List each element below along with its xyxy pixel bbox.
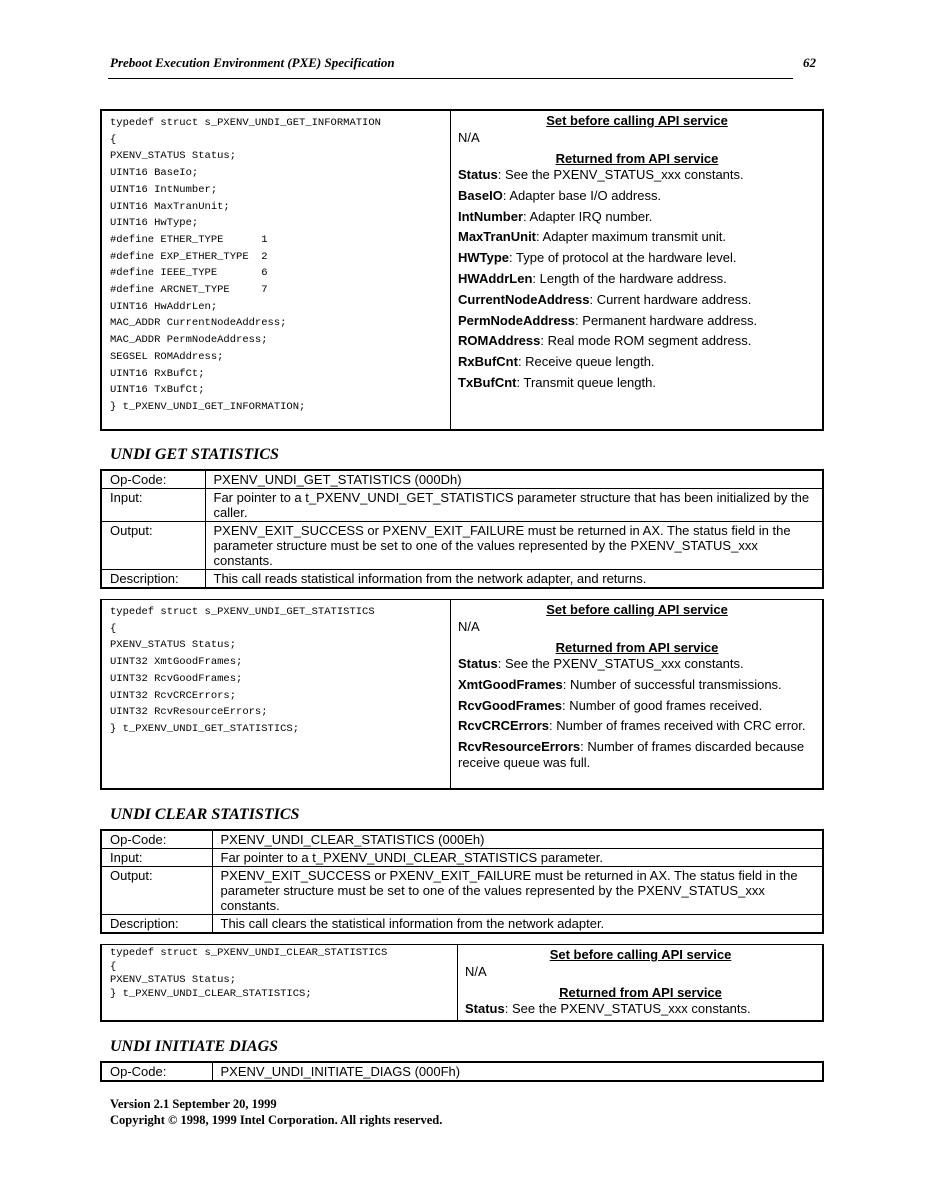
row-value: Far pointer to a t_PXENV_UNDI_CLEAR_STATISTICS parameter. xyxy=(212,849,823,867)
row-value: PXENV_EXIT_SUCCESS or PXENV_EXIT_FAILURE must be returned in AX. The status field in the parameter structure must be set to one of the values represented by the PXENV_STATUS_xxx constants. xyxy=(212,867,823,915)
field-description xyxy=(458,229,816,245)
code-line: PXENV_STATUS Status; xyxy=(110,974,237,986)
code-block xyxy=(102,111,451,429)
field-text: : Transmit queue length. xyxy=(516,374,656,390)
code-line: UINT32 XmtGoodFrames; xyxy=(110,656,243,669)
code-line: #define ETHER_TYPE 1 xyxy=(110,233,268,246)
field-name: CurrentNodeAddress xyxy=(458,291,590,307)
table-row xyxy=(101,1062,823,1081)
field-text: : Number of frames discarded because receive queue was full. xyxy=(458,739,805,771)
document-title: Preboot Execution Environment (PXE) Specification xyxy=(110,55,395,70)
field-name: HWAddrLen xyxy=(458,270,533,286)
field-name: HWType xyxy=(458,250,510,266)
get-statistics-info-table xyxy=(100,469,824,589)
field-description xyxy=(458,167,816,183)
field-name: RcvGoodFrames xyxy=(458,697,563,713)
code-line: { xyxy=(110,133,117,146)
code-line: MAC_ADDR CurrentNodeAddress; xyxy=(110,317,287,330)
field-name: TxBufCnt xyxy=(458,374,517,390)
code-line: PXENV_STATUS Status; xyxy=(110,639,237,652)
field-description xyxy=(458,698,816,714)
field-text: : See the PXENV_STATUS_xxx constants. xyxy=(497,167,744,182)
code-line: MAC_ADDR PermNodeAddress; xyxy=(110,334,268,347)
code-line: #define EXP_ETHER_TYPE 2 xyxy=(110,250,268,263)
set-before-heading: Set before calling API service xyxy=(546,602,728,617)
api-field-descriptions xyxy=(458,945,822,1020)
table-row xyxy=(101,570,823,589)
field-text: : Number of frames received with CRC error. xyxy=(549,718,806,734)
row-label: Op-Code: xyxy=(101,830,212,849)
field-description xyxy=(458,677,816,693)
code-line: } t_PXENV_UNDI_GET_STATISTICS; xyxy=(110,722,300,735)
field-description xyxy=(465,1001,816,1017)
table-row xyxy=(101,489,823,522)
field-text: : Number of good frames received. xyxy=(562,697,763,713)
field-text: : Receive queue length. xyxy=(517,354,655,370)
field-text: : Adapter base I/O address. xyxy=(502,187,662,203)
code-line: typedef struct s_PXENV_UNDI_CLEAR_STATISTICS xyxy=(110,947,388,959)
returned-heading: Returned from API service xyxy=(555,640,719,655)
code-line: UINT32 RcvGoodFrames; xyxy=(110,672,243,685)
code-line: #define IEEE_TYPE 6 xyxy=(110,267,268,280)
field-text: : Permanent hardware address. xyxy=(575,312,758,328)
page-number: 62 xyxy=(803,55,816,70)
code-line: } t_PXENV_UNDI_GET_INFORMATION; xyxy=(110,400,306,413)
row-label: Op-Code: xyxy=(101,470,205,489)
section-heading: UNDI CLEAR STATISTICS xyxy=(110,806,300,823)
footer-version: Version 2.1 September 20, 1999 xyxy=(110,1097,277,1111)
set-before-heading: Set before calling API service xyxy=(546,113,728,128)
code-line: UINT16 TxBufCt; xyxy=(110,384,205,397)
returned-heading: Returned from API service xyxy=(555,151,719,166)
code-line: UINT32 RcvResourceErrors; xyxy=(110,706,268,719)
field-name: Status xyxy=(458,656,498,671)
row-label: Input: xyxy=(101,849,212,867)
table-row xyxy=(101,470,823,489)
code-block xyxy=(102,945,458,1020)
field-text: : Type of protocol at the hardware level. xyxy=(509,250,737,266)
row-value: PXENV_UNDI_GET_STATISTICS (000Dh) xyxy=(205,470,823,489)
field-name: XmtGoodFrames xyxy=(458,676,563,692)
code-line: PXENV_STATUS Status; xyxy=(110,150,237,163)
row-label: Description: xyxy=(101,915,212,934)
code-line: UINT16 IntNumber; xyxy=(110,183,218,196)
row-value: PXENV_UNDI_INITIATE_DIAGS (000Fh) xyxy=(212,1062,823,1081)
api-field-descriptions xyxy=(451,600,822,788)
code-line: UINT16 HwAddrLen; xyxy=(110,300,218,313)
set-before-value: N/A xyxy=(465,964,487,979)
get-statistics-struct-box xyxy=(100,599,824,790)
field-description xyxy=(458,209,816,225)
get-information-struct-box xyxy=(100,109,824,431)
table-row xyxy=(101,867,823,915)
code-line: } t_PXENV_UNDI_CLEAR_STATISTICS; xyxy=(110,987,312,1000)
row-value: PXENV_UNDI_CLEAR_STATISTICS (000Eh) xyxy=(212,830,823,849)
field-list xyxy=(458,167,816,391)
api-field-descriptions xyxy=(451,111,822,429)
clear-statistics-info-table xyxy=(100,829,824,934)
header-rule xyxy=(108,78,793,79)
footer-copyright: Copyright © 1998, 1999 Intel Corporation. All rights reserved. xyxy=(110,1113,443,1127)
field-name: PermNodeAddress xyxy=(458,312,576,328)
field-text: : Current hardware address. xyxy=(589,291,752,307)
code-line: UINT16 RxBufCt; xyxy=(110,367,205,380)
field-description xyxy=(458,354,816,370)
returned-heading: Returned from API service xyxy=(559,985,722,1000)
code-line: { xyxy=(110,622,117,635)
field-description xyxy=(458,313,816,329)
field-text: : See the PXENV_STATUS_xxx constants. xyxy=(504,1001,751,1016)
field-list xyxy=(465,1001,816,1017)
field-text: : Real mode ROM segment address. xyxy=(540,333,752,349)
row-label: Description: xyxy=(101,570,205,589)
field-description xyxy=(458,271,816,287)
field-description xyxy=(458,250,816,266)
field-list xyxy=(458,656,816,771)
code-line: { xyxy=(110,960,117,973)
code-line: UINT16 HwType; xyxy=(110,217,199,230)
row-label: Output: xyxy=(101,867,212,915)
field-text: : Number of successful transmissions. xyxy=(562,676,782,692)
field-text: : See the PXENV_STATUS_xxx constants. xyxy=(497,656,744,671)
field-name: RxBufCnt xyxy=(458,354,518,370)
table-row xyxy=(101,849,823,867)
field-name: Status xyxy=(465,1001,505,1016)
field-description xyxy=(458,188,816,204)
table-row xyxy=(101,915,823,934)
section-heading: UNDI INITIATE DIAGS xyxy=(110,1038,279,1055)
row-value: This call clears the statistical information from the network adapter. xyxy=(212,915,823,934)
field-name: MaxTranUnit xyxy=(458,229,537,245)
field-description xyxy=(458,656,816,672)
section-heading: UNDI GET STATISTICS xyxy=(110,446,279,463)
clear-statistics-struct-box xyxy=(100,944,824,1022)
code-line: UINT32 RcvCRCErrors; xyxy=(110,689,237,702)
initiate-diags-info-table xyxy=(100,1061,824,1082)
row-label: Output: xyxy=(101,522,205,570)
row-value: This call reads statistical information from the network adapter, and returns. xyxy=(205,570,823,589)
row-value: Far pointer to a t_PXENV_UNDI_GET_STATISTICS parameter structure that has been initialized by the caller. xyxy=(205,489,823,522)
table-row xyxy=(101,830,823,849)
set-before-value: N/A xyxy=(458,130,480,145)
field-description xyxy=(458,333,816,349)
field-name: RcvCRCErrors xyxy=(458,718,550,734)
field-name: IntNumber xyxy=(458,208,523,224)
field-name: ROMAddress xyxy=(458,333,541,349)
field-name: RcvResourceErrors xyxy=(458,739,581,755)
code-line: SEGSEL ROMAddress; xyxy=(110,350,224,363)
code-line: UINT16 MaxTranUnit; xyxy=(110,200,230,213)
code-block xyxy=(102,600,451,788)
table-row xyxy=(101,522,823,570)
set-before-value: N/A xyxy=(458,619,480,634)
field-description xyxy=(458,292,816,308)
row-label: Op-Code: xyxy=(101,1062,212,1081)
field-description xyxy=(458,718,816,734)
field-description xyxy=(458,375,816,391)
field-name: BaseIO xyxy=(458,187,503,203)
field-text: : Adapter IRQ number. xyxy=(523,208,653,224)
field-text: : Adapter maximum transmit unit. xyxy=(536,229,727,245)
row-label: Input: xyxy=(101,489,205,522)
field-text: : Length of the hardware address. xyxy=(532,270,727,286)
set-before-heading: Set before calling API service xyxy=(549,947,732,962)
row-value: PXENV_EXIT_SUCCESS or PXENV_EXIT_FAILURE must be returned in AX. The status field in the parameter structure must be set to one of the values represented by the PXENV_STATUS_xxx constants. xyxy=(205,522,823,570)
code-line: typedef struct s_PXENV_UNDI_GET_INFORMATION xyxy=(110,117,381,129)
field-name: Status xyxy=(458,167,498,182)
field-description xyxy=(458,739,816,771)
code-line: typedef struct s_PXENV_UNDI_GET_STATISTICS xyxy=(110,606,375,618)
code-line: UINT16 BaseIo; xyxy=(110,167,199,180)
code-line: #define ARCNET_TYPE 7 xyxy=(110,284,268,297)
